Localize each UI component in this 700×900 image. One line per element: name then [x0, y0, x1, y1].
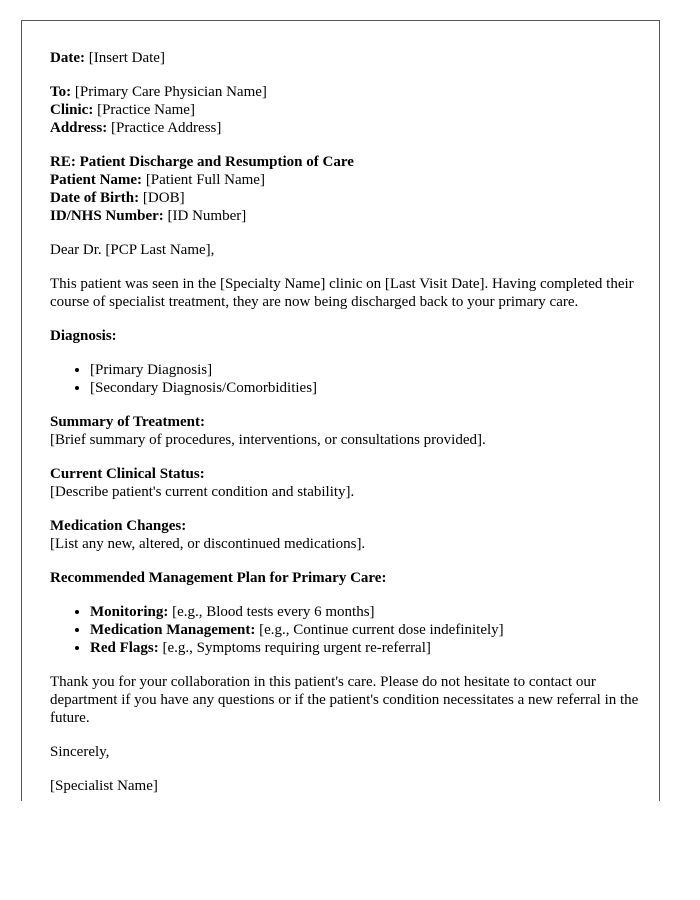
- medication-section: [50, 517, 640, 553]
- signoff: Sincerely,: [50, 744, 110, 760]
- closing-paragraph: Thank you for your collaboration in this patient's care. Please do not hesitate to contact our department if you have any questions or if the patient's condition necessitates a new referral in the future.: [50, 674, 639, 726]
- treatment-heading: Summary of Treatment:: [50, 414, 205, 430]
- dob-value: [DOB]: [139, 190, 185, 206]
- list-item: [90, 639, 640, 657]
- status-text: [Describe patient's current condition and stability].: [50, 484, 355, 500]
- letter-page: [21, 20, 660, 801]
- plan-list: [50, 603, 640, 657]
- status-section: [50, 465, 640, 501]
- salutation: Dear Dr. [PCP Last Name],: [50, 242, 215, 258]
- treatment-section: [50, 413, 640, 449]
- list-item: [90, 603, 640, 621]
- clinic-label: Clinic:: [50, 102, 94, 118]
- diagnosis-heading: [50, 327, 640, 345]
- to-label: To:: [50, 84, 72, 100]
- plan-item-label: Red Flags:: [90, 640, 159, 656]
- letter-content: [50, 49, 640, 801]
- id-label: ID/NHS Number:: [50, 208, 164, 224]
- plan-item-text: [e.g., Symptoms requiring urgent re-referral]: [158, 640, 431, 656]
- plan-item-text: [e.g., Blood tests every 6 months]: [168, 604, 375, 620]
- address-label: Address:: [50, 120, 108, 136]
- plan-heading: [50, 569, 640, 587]
- diagnosis-list: [50, 361, 640, 397]
- medication-heading: Medication Changes:: [50, 518, 187, 534]
- id-value: [ID Number]: [163, 208, 247, 224]
- date-line: [50, 49, 640, 67]
- address-value: [Practice Address]: [107, 120, 222, 136]
- dob-label: Date of Birth:: [50, 190, 140, 206]
- status-heading: Current Clinical Status:: [50, 466, 205, 482]
- date-label: Date:: [50, 50, 85, 66]
- to-value: [Primary Care Physician Name]: [71, 84, 267, 100]
- recipient-block: [50, 83, 640, 137]
- plan-item-text: [e.g., Continue current dose indefinitely]: [255, 622, 504, 638]
- diagnosis-heading-text: Diagnosis:: [50, 328, 117, 344]
- re-subject: RE: Patient Discharge and Resumption of Care: [50, 154, 354, 170]
- re-block: [50, 153, 640, 225]
- list-item: • [Primary Diagnosis]: [90, 361, 640, 379]
- patient-name-value: [Patient Full Name]: [142, 172, 265, 188]
- list-item: • [Secondary Diagnosis/Comorbidities]: [90, 379, 640, 397]
- date-value: [Insert Date]: [84, 50, 165, 66]
- signature-name: [Specialist Name]: [50, 778, 158, 794]
- plan-item-label: Monitoring:: [90, 604, 169, 620]
- medication-text: [List any new, altered, or discontinued medications].: [50, 536, 366, 552]
- clinic-value: [Practice Name]: [93, 102, 195, 118]
- list-item: [90, 621, 640, 639]
- patient-name-label: Patient Name:: [50, 172, 143, 188]
- intro-paragraph: This patient was seen in the [Specialty Name] clinic on [Last Visit Date]. Having completed their course of specialist treatment, they are now being discharged back to your primary care.: [50, 276, 634, 310]
- plan-heading-text: Recommended Management Plan for Primary Care:: [50, 570, 387, 586]
- plan-item-label: Medication Management:: [90, 622, 256, 638]
- treatment-text: [Brief summary of procedures, interventions, or consultations provided].: [50, 432, 486, 448]
